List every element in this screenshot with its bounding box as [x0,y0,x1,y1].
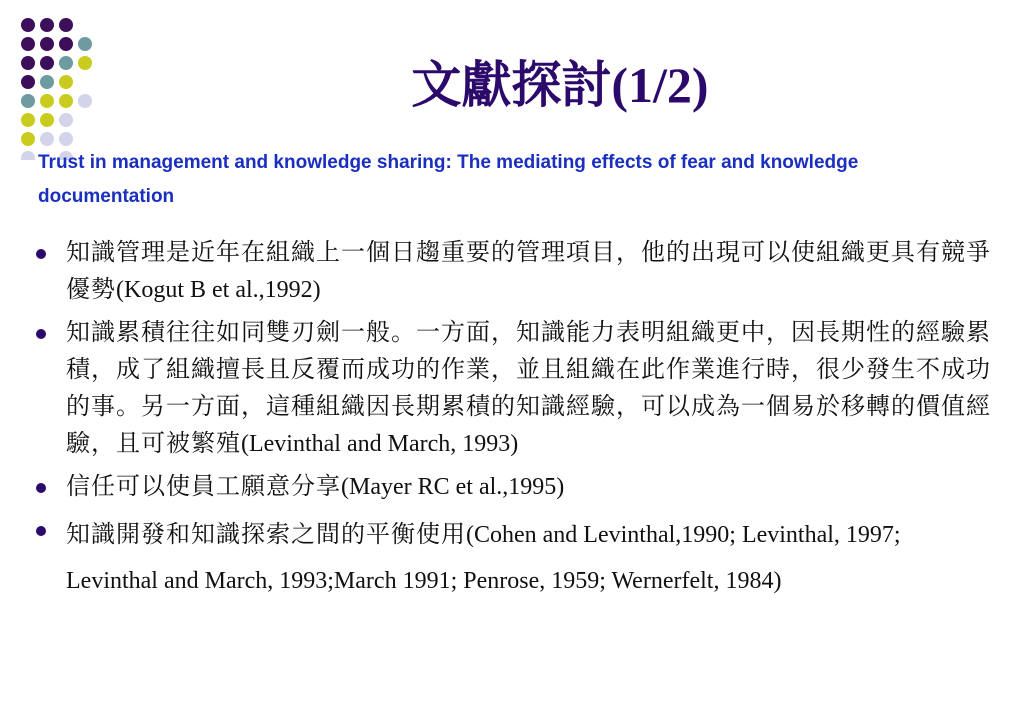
decorative-dot [21,132,35,146]
decorative-dot [40,94,54,108]
decorative-dot [78,37,92,51]
decorative-dot [78,56,92,70]
decorative-dot [59,94,73,108]
bullet-dot-icon [36,249,46,259]
decorative-dot [59,75,73,89]
decorative-dot [59,37,73,51]
bullet-dot-icon [36,483,46,493]
decorative-dot [40,56,54,70]
slide-title: 文獻探討(1/2) [411,57,709,113]
decorative-dot [59,113,73,127]
decorative-dot [40,18,54,32]
bullet-text-zh: 知識累積往往如同雙刃劍一般。一方面，知識能力表明組織更中，因長期性的經驗累積，成了組織擅長且反覆而成功的作業，並且組織在此作業進行時，很少發生不成功的事。另一方面，這種組織因長期累積的知識經驗，可以成為一個易於移轉的價值經驗，且可被繁殖 [66,318,991,457]
decorative-dot [21,75,35,89]
decorative-dot [40,113,54,127]
bullet-citation: (Cohen and Levinthal,1990; Levinthal, 1997; Levinthal and March, 1993;March 1991; Penrose, 1959; Wernerfelt, 1984) [66,522,901,594]
decorative-dot [40,132,54,146]
decorative-dot [21,56,35,70]
decorative-dot [59,56,73,70]
bullet-citation: (Levinthal and March, 1993) [241,431,519,457]
bullet-item-3 [34,468,994,505]
bullet-dot-icon [36,526,46,536]
bullet-text-zh: 知識管理是近年在組織上一個日趨重要的管理項目，他的出現可以使組織更具有競爭優勢 [66,238,991,303]
bullet-text-zh: 信任可以使員工願意分享 [66,472,341,500]
decorative-dot-grid [0,0,120,160]
bullet-list [34,234,994,610]
bullet-citation: (Mayer RC et al.,1995) [341,474,565,500]
bullet-citation: (Kogut B et al.,1992) [116,277,321,303]
decorative-dot [21,113,35,127]
decorative-dot [21,94,35,108]
decorative-dot [21,37,35,51]
bullet-dot-icon [36,329,46,339]
bullet-item-2 [34,314,994,462]
decorative-dot [59,132,73,146]
bullet-text-zh: 知識開發和知識探索之間的平衡使用 [66,520,466,548]
decorative-dot [40,75,54,89]
decorative-dot [21,151,35,160]
decorative-dot [21,18,35,32]
bullet-item-1 [34,234,994,308]
decorative-dot [40,37,54,51]
decorative-dot [78,94,92,108]
slide-subtitle: Trust in management and knowledge sharing: The mediating effects of fear and knowledge documentation [38,152,859,207]
decorative-dot [59,18,73,32]
bullet-item-4 [34,511,994,604]
